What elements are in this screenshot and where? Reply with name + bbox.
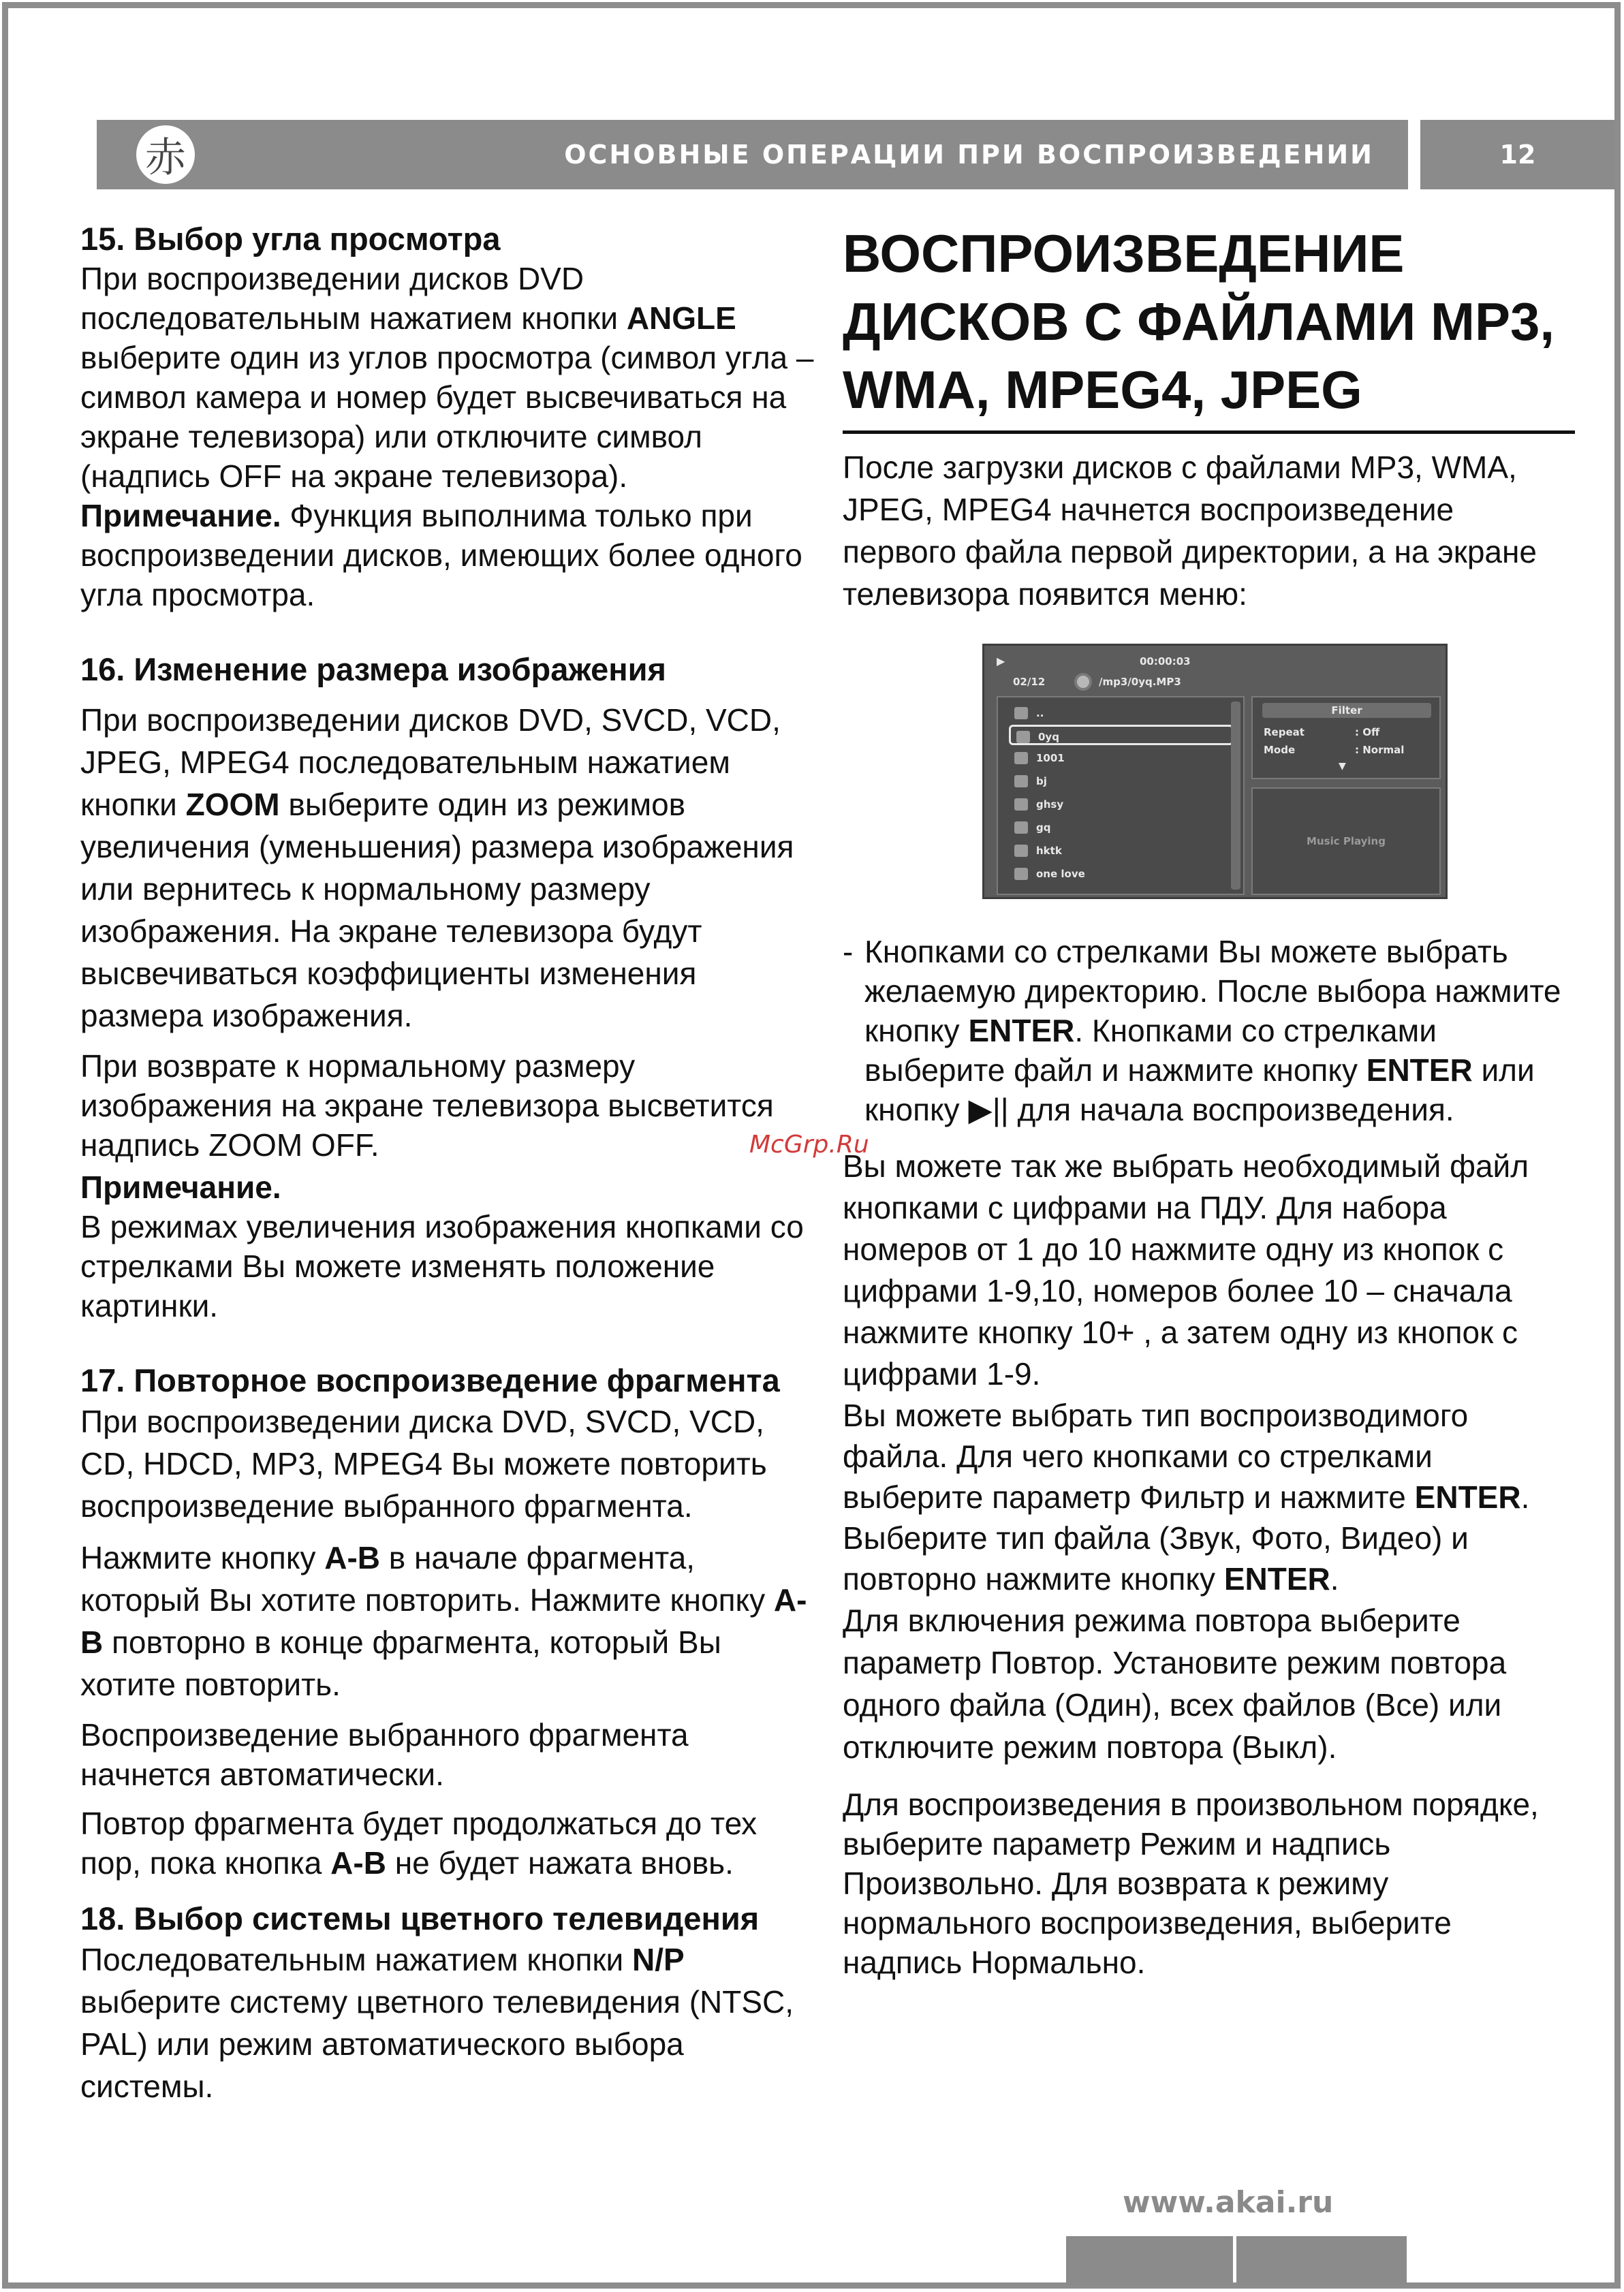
- text-run: не будет нажата вновь.: [386, 1845, 734, 1881]
- section-16-title: 16. Изменение размера изображения: [80, 651, 666, 687]
- text-run: выберите один из углов просмотра (символ угла – символ камера и номер будет высвечиваться на экране телевизора) или отключите символ (надпись OFF на экране телевизора).: [80, 340, 814, 494]
- music-file-icon: [1014, 775, 1028, 787]
- section-17-title: 17. Повторное воспроизведение фрагмента: [80, 1362, 780, 1398]
- bullet-dash: -: [843, 934, 854, 969]
- section-15-title: 15. Выбор угла просмотра: [80, 221, 501, 257]
- text-run: Вы можете выбрать тип воспроизводимого файла. Для чего кнопками со стрелками выберите параметр Фильтр и нажмите: [843, 1398, 1469, 1515]
- section-15: [80, 219, 816, 614]
- section-18-text: [80, 1938, 816, 2107]
- music-file-icon: [1014, 798, 1028, 811]
- section-16-zoom-off: При возврате к нормальному размеру изображения на экране телевизора высветится надпись ZOOM OFF.: [80, 1048, 774, 1163]
- logo-glyph: 赤: [145, 134, 186, 182]
- track-count: 02/12: [1013, 676, 1046, 688]
- key-ab: А-В: [330, 1845, 386, 1881]
- text-run: . Выберите тип файла (Звук, Фото, Видео) и повторно нажмите кнопку: [843, 1479, 1530, 1597]
- main-heading: ВОСПРОИЗВЕДЕНИЕ ДИСКОВ С ФАЙЛАМИ MP3, WMA, MPEG4, JPEG: [843, 219, 1575, 434]
- chevron-down-icon: ▼: [1339, 761, 1346, 772]
- scrollbar: [1231, 702, 1240, 890]
- text-run: . Кнопками со стрелками выберите файл и нажмите кнопку: [864, 1013, 1437, 1088]
- text-run: повторно в конце фрагмента, который Вы хотите повторить.: [80, 1624, 721, 1702]
- play-pause-icon: ▶||: [968, 1092, 1009, 1127]
- file-name: gq: [1036, 821, 1051, 834]
- folder-icon: [1014, 707, 1028, 719]
- list-item: [1009, 725, 1234, 745]
- left-column: [80, 219, 816, 2107]
- note-label: Примечание.: [80, 1169, 281, 1205]
- section-15-text: [80, 259, 816, 496]
- filter-text: [843, 1395, 1575, 1599]
- section-18: [80, 1899, 816, 2107]
- text-run: в начале фрагмента, который Вы хотите повторить. Нажмите кнопку: [80, 1540, 774, 1618]
- right-column: [843, 219, 1575, 1982]
- key-enter: ENTER: [1414, 1479, 1521, 1515]
- list-item: [1009, 817, 1234, 838]
- status-panel: Music Playing: [1251, 787, 1441, 895]
- key-enter: ENTER: [1366, 1052, 1473, 1088]
- text-run: При воспроизведении дисков DVD последовательным нажатием кнопки: [80, 261, 627, 336]
- file-list: [997, 696, 1245, 895]
- list-item: [1009, 794, 1234, 815]
- text-run: Последовательным нажатием кнопки: [80, 1942, 632, 1977]
- text-run: или кнопку: [864, 1052, 1535, 1127]
- section-17-repeat: [80, 1804, 816, 1883]
- key-ab: А-В: [324, 1540, 381, 1575]
- music-file-icon: [1014, 821, 1028, 834]
- music-file-icon: [1014, 845, 1028, 857]
- repeat-label: Repeat: [1264, 726, 1305, 738]
- watermark: McGrp.Ru: [749, 1131, 869, 1159]
- text-run: выберите систему цветного телевидения (NTSC, PAL) или режим автоматического выбора системы.: [80, 1984, 794, 2104]
- text-run: выберите один из режимов увеличения (уменьшения) размера изображения или вернитесь к нормальному размеру изображения. На экране телевизора будут высвечиваться коэффициенты изменения размера изображения.: [80, 787, 794, 1033]
- section-15-note: [80, 496, 816, 614]
- disc-icon: [1074, 673, 1092, 691]
- key-zoom: ZOOM: [185, 787, 280, 822]
- filter-title: Filter: [1262, 703, 1431, 718]
- section-17-auto: Воспроизведение выбранного фрагмента начнется автоматически.: [80, 1717, 689, 1792]
- music-file-icon: [1016, 731, 1030, 743]
- section-16-text: [80, 699, 816, 1037]
- footer-bar: [1236, 2236, 1407, 2285]
- text-run: Повтор фрагмента будет продолжаться до тех пор, пока кнопка: [80, 1806, 758, 1881]
- file-name: 1001: [1036, 752, 1065, 764]
- key-enter: ENTER: [968, 1013, 1075, 1048]
- text-run: для начала воспроизведения.: [1008, 1092, 1454, 1127]
- footer-bar: [1066, 2236, 1233, 2285]
- file-name: hktk: [1036, 845, 1062, 857]
- page-number: 12: [1420, 120, 1615, 189]
- section-16: [80, 650, 816, 1325]
- header-band: [97, 120, 1408, 189]
- file-name: one love: [1036, 868, 1085, 880]
- list-item: [1009, 864, 1234, 884]
- note-label: Примечание.: [80, 498, 281, 533]
- footer-url[interactable]: www.akai.ru: [1123, 2185, 1334, 2220]
- text-run: Кнопками со стрелками Вы можете выбрать желаемую директорию. После выбора нажмите кнопку: [864, 934, 1561, 1048]
- text-run: При воспроизведении дисков DVD, SVCD, VCD, JPEG, MPEG4 последовательным нажатием кнопки: [80, 702, 781, 822]
- list-item: [1009, 703, 1234, 723]
- key-ab: А-В: [80, 1582, 807, 1660]
- file-name: 0yq: [1038, 731, 1059, 743]
- random-text: Для воспроизведения в произвольном порядке, выберите параметр Режим и надпись Произвольно. Для возврата к режиму нормального воспроизведения, выберите надпись Нормально.: [843, 1787, 1539, 1980]
- intro-text: После загрузки дисков с файлами MP3, WMA, JPEG, MPEG4 начнется воспроизведение первого файла первой директории, а на экране телевизора появится меню:: [843, 450, 1537, 612]
- list-item: [1009, 748, 1234, 768]
- note-text: Функция выполнима только при воспроизведении дисков, имеющих более одного угла просмотра.: [80, 498, 802, 612]
- key-np: N/P: [631, 1942, 685, 1977]
- numbers-text: Вы можете так же выбрать необходимый файл кнопками с цифрами на ПДУ. Для набора номеров от 1 до 10 нажмите одну из кнопок с цифрами 1-9,10, номеров более 10 – сначала нажмите кнопку 10+ , а затем одну из кнопок с цифрами 1-9.: [843, 1148, 1529, 1392]
- section-16-note: [80, 1167, 816, 1207]
- play-icon: ▶: [997, 655, 1005, 668]
- section-16-note-text: В режимах увеличения изображения кнопками со стрелками Вы можете изменять положение картинки.: [80, 1209, 804, 1323]
- section-17: [80, 1361, 816, 1883]
- key-enter: ENTER: [1223, 1561, 1330, 1597]
- menu-screenshot: [982, 644, 1448, 899]
- music-file-icon: [1014, 868, 1028, 880]
- section-18-title: 18. Выбор системы цветного телевидения: [80, 1900, 760, 1936]
- section-17-ab: [80, 1537, 816, 1706]
- file-name: bj: [1036, 775, 1047, 787]
- bullet-directory: [843, 932, 1575, 1129]
- list-item: [1009, 841, 1234, 861]
- playback-time: 00:00:03: [1140, 655, 1191, 668]
- brand-logo-icon: [136, 125, 195, 184]
- text-run: Нажмите кнопку: [80, 1540, 325, 1575]
- repeat-value: : Off: [1355, 726, 1380, 738]
- repeat-text: Для включения режима повтора выберите параметр Повтор. Установите режим повтора одного файла (Один), всех файлов (Все) или отключите режим повтора (Выкл).: [843, 1603, 1507, 1765]
- text-run: .: [1330, 1561, 1339, 1597]
- list-item: [1009, 771, 1234, 791]
- file-path: /mp3/0yq.MP3: [1099, 676, 1181, 688]
- mode-value: : Normal: [1355, 744, 1405, 756]
- section-17-text: При воспроизведении диска DVD, SVCD, VCD, CD, HDCD, MP3, MPEG4 Вы можете повторить воспроизведение выбранного фрагмента.: [80, 1404, 767, 1524]
- filter-panel: [1251, 696, 1441, 779]
- mode-label: Mode: [1264, 744, 1296, 756]
- music-file-icon: [1014, 752, 1028, 764]
- file-name: ..: [1036, 707, 1044, 719]
- section-header-title: ОСНОВНЫЕ ОПЕРАЦИИ ПРИ ВОСПРОИЗВЕДЕНИИ: [564, 140, 1374, 170]
- file-name: ghsy: [1036, 798, 1064, 811]
- key-angle: ANGLE: [626, 300, 736, 336]
